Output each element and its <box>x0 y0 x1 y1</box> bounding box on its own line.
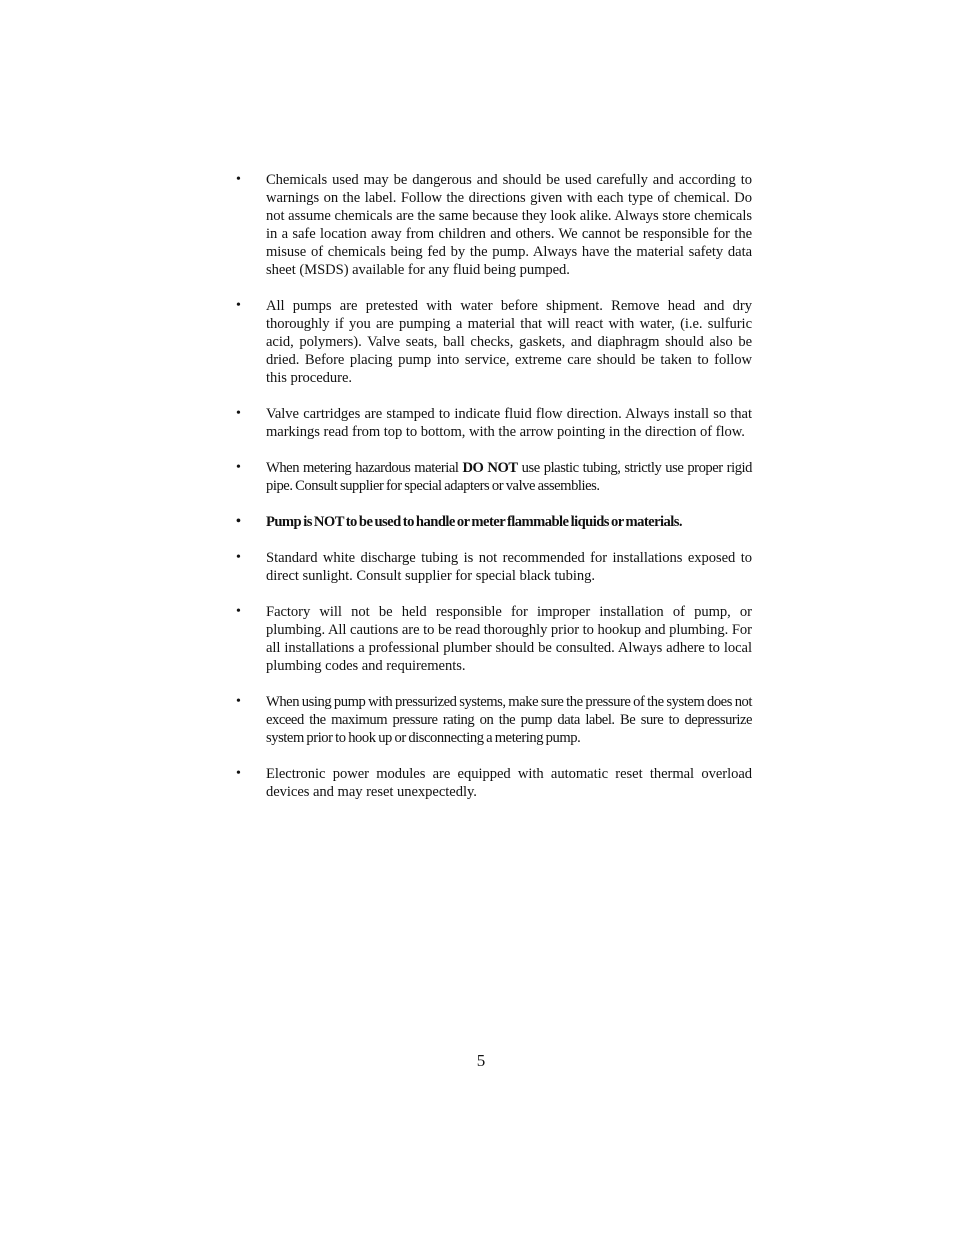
bullet-text: Electronic power modules are equipped with automatic reset thermal overload devices and may reset unexpectedly. <box>266 766 752 800</box>
bullet-factory-responsibility <box>236 603 752 675</box>
bullet-do-not-emphasis: DO NOT <box>462 460 518 476</box>
bullet-text: Standard white discharge tubing is not recommended for installations exposed to direct sunlight. Consult supplier for special black tubing. <box>266 550 752 584</box>
bullet-power-modules <box>236 765 752 801</box>
bullet-text: Factory will not be held responsible for improper installation of pump, or plumbing. All cautions are to be read thoroughly prior to hookup and plumbing. For all installations a professional plumber should be consulted. Always adhere to local plumbing codes and requirements. <box>266 604 752 674</box>
bullet-chemicals-warning <box>236 171 752 279</box>
bullet-valve-cartridges <box>236 405 752 441</box>
bullet-flammable-warning <box>236 513 752 531</box>
bullet-text: Chemicals used may be dangerous and should be used carefully and according to warnings on the label. Follow the directions given with each type of chemical. Do not assume chemicals are the same because they look alike. Always store chemicals in a safe location away from children and others. We cannot be responsible for the misuse of chemicals being fed by the pump. Always have the material safety data sheet (MSDS) available for any fluid being pumped. <box>266 172 752 278</box>
bullet-text: Valve cartridges are stamped to indicate fluid flow direction. Always install so that markings read from top to bottom, with the arrow pointing in the direction of flow. <box>266 406 752 440</box>
bullet-text-after: use plastic tubing, strictly use proper rigid pipe. Consult supplier for special adapters or valve assemblies. <box>266 460 752 494</box>
bullet-text: All pumps are pretested with water before shipment. Remove head and dry thoroughly if you are pumping a material that will react with water, (i.e. sulfuric acid, polymers). Valve seats, ball checks, gaskets, and diaphragm should also be dried. Before placing pump into service, extreme care should be taken to follow this procedure. <box>266 298 752 386</box>
bullet-text-before: When metering hazardous material <box>266 460 463 476</box>
bullet-hazardous-material <box>236 459 752 495</box>
bullet-pretested-water <box>236 297 752 387</box>
page-number: 5 <box>476 1051 486 1070</box>
safety-bullet-list <box>236 171 752 819</box>
bullet-text: Pump is NOT to be used to handle or meter flammable liquids or materials. <box>266 514 683 530</box>
bullet-text: When using pump with pressurized systems, make sure the pressure of the system does not exceed the maximum pressure rating on the pump data label. Be sure to depressurize system prior to hook up or disconnecting a metering pump. <box>266 694 752 746</box>
bullet-pressurized-systems <box>236 693 752 747</box>
bullet-discharge-tubing <box>236 549 752 585</box>
